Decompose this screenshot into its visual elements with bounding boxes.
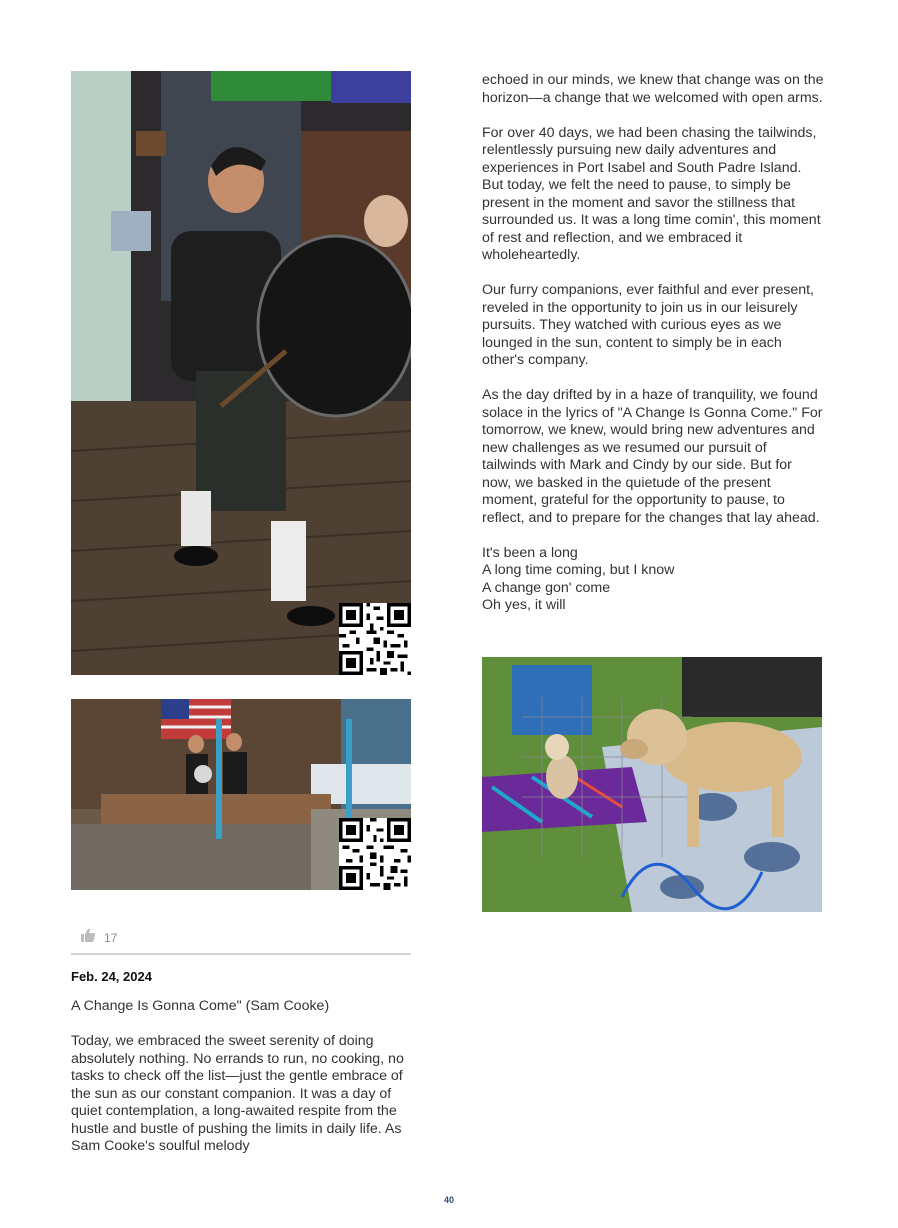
qr-code-icon (339, 818, 411, 890)
paragraph: echoed in our minds, we knew that change was on the horizon—a change that we welcomed with open arms. (482, 72, 824, 106)
song-lyrics: It's been a long A long time coming, but I know A change gon' come Oh yes, it will (482, 544, 675, 613)
paragraph: As the day drifted by in a haze of tranquility, we found solace in the lyrics of "A Change Is Gonna Come." For tomorrow, we knew, would bring new adventures and new challenges as we resumed our pursuit of tailwinds with Mark and Cindy by our side. But for now, we basked in the quietude of the present moment, grateful for the opportunity to pause, to reflect, and to prepare for the changes that lay ahead. (482, 387, 823, 526)
photo-dogs-on-mat (482, 657, 822, 912)
page-number: 40 (443, 1195, 454, 1205)
thumbs-up-icon[interactable] (80, 927, 96, 948)
paragraph: Our furry companions, ever faithful and ever present, reveled in the opportunity to join us in our leisurely pursuits. They watched with curious eyes as we lounged in the sun, content to simply be in each other's company. (482, 282, 814, 368)
photo-pipers-on-deck (71, 699, 411, 890)
right-text-column (482, 72, 824, 623)
left-text-column (71, 1033, 413, 1173)
paragraph: For over 40 days, we had been chasing the tailwinds, relentlessly pursuing new daily adventures and experiences in Port Isabel and South Padre Island. But today, we felt the need to pause, to simply be present in the moment and savor the stillness that surrounded us. It was a long time comin', this moment of rest and reflection, and we embraced it wholeheartedly. (482, 124, 821, 263)
photo-bagpipe-drummer (71, 71, 411, 675)
qr-code-icon (339, 603, 411, 675)
post-date: Feb. 24, 2024 (71, 969, 152, 984)
paragraph: Today, we embraced the sweet serenity of doing absolutely nothing. No errands to run, no cooking, no tasks to check off the list—just the gentle embrace of the sun as our constant companion. It was a day of quiet contemplation, a long-awaited respite from the hustle and bustle of pushing the limits in daily life. As Sam Cooke's soulful melody (71, 1033, 404, 1154)
divider (71, 953, 411, 955)
post-title: A Change Is Gonna Come" (Sam Cooke) (71, 998, 330, 1014)
like-count: 17 (104, 930, 118, 945)
like-row (80, 927, 117, 948)
